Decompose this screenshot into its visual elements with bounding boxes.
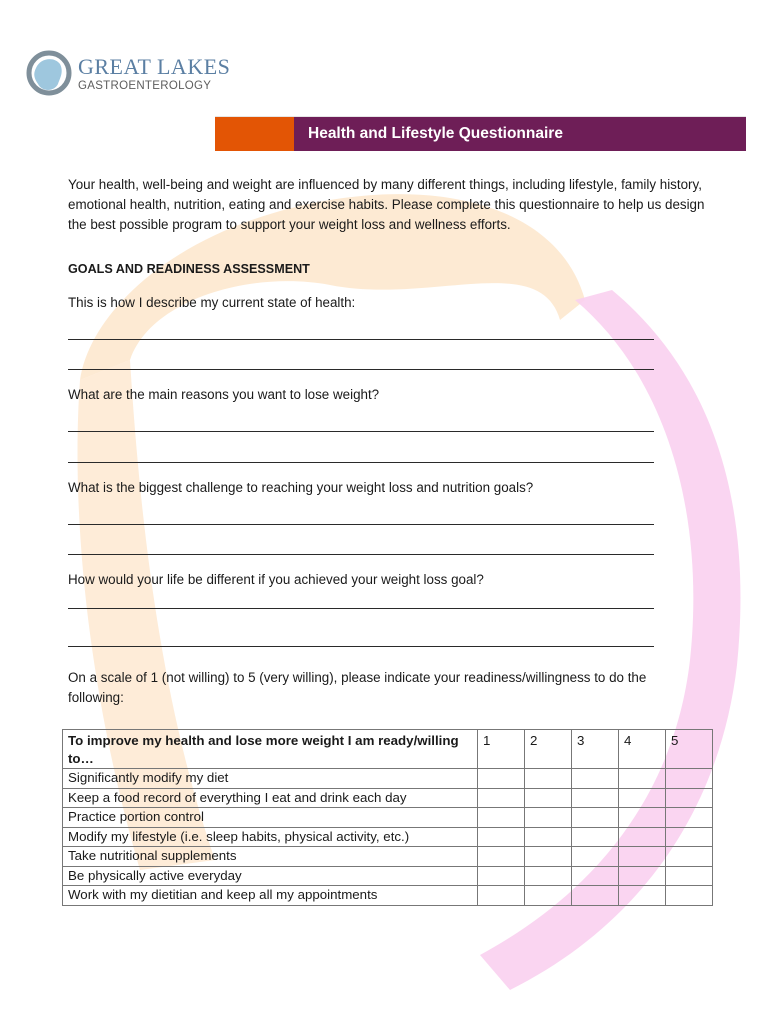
logo-emblem-icon bbox=[24, 48, 74, 98]
row-statement: Keep a food record of everything I eat and drink each day bbox=[63, 788, 478, 808]
row-statement: Take nutritional supplements bbox=[63, 847, 478, 867]
question-current-health: This is how I describe my current state of health: bbox=[68, 295, 356, 310]
answer-line[interactable] bbox=[68, 554, 654, 555]
table-header-row bbox=[63, 730, 713, 769]
rating-cell-4[interactable] bbox=[619, 866, 666, 886]
answer-line[interactable] bbox=[68, 431, 654, 432]
answer-line[interactable] bbox=[68, 646, 654, 647]
answer-line[interactable] bbox=[68, 339, 654, 340]
rating-cell-3[interactable] bbox=[572, 769, 619, 789]
rating-cell-5[interactable] bbox=[666, 788, 713, 808]
question-biggest-challenge: What is the biggest challenge to reaching your weight loss and nutrition goals? bbox=[68, 480, 534, 495]
page-title: Health and Lifestyle Questionnaire bbox=[294, 117, 746, 151]
scale-header-2: 2 bbox=[525, 730, 572, 769]
rating-cell-4[interactable] bbox=[619, 808, 666, 828]
rating-cell-3[interactable] bbox=[572, 788, 619, 808]
rating-cell-3[interactable] bbox=[572, 886, 619, 906]
rating-cell-1[interactable] bbox=[478, 886, 525, 906]
rating-cell-5[interactable] bbox=[666, 827, 713, 847]
scale-header-4: 4 bbox=[619, 730, 666, 769]
table-header-statement: To improve my health and lose more weight I am ready/willing to… bbox=[63, 730, 478, 769]
table-row bbox=[63, 788, 713, 808]
question-life-different: How would your life be different if you achieved your weight loss goal? bbox=[68, 572, 484, 587]
rating-cell-2[interactable] bbox=[525, 866, 572, 886]
row-statement: Practice portion control bbox=[63, 808, 478, 828]
rating-cell-1[interactable] bbox=[478, 788, 525, 808]
rating-cell-5[interactable] bbox=[666, 769, 713, 789]
logo-text-great-lakes: GREAT LAKES bbox=[78, 54, 231, 79]
rating-cell-3[interactable] bbox=[572, 866, 619, 886]
answer-line[interactable] bbox=[68, 369, 654, 370]
rating-cell-2[interactable] bbox=[525, 886, 572, 906]
rating-cell-5[interactable] bbox=[666, 847, 713, 867]
rating-cell-2[interactable] bbox=[525, 827, 572, 847]
company-logo bbox=[24, 48, 231, 108]
answer-line[interactable] bbox=[68, 524, 654, 525]
rating-cell-4[interactable] bbox=[619, 769, 666, 789]
table-row bbox=[63, 866, 713, 886]
rating-cell-4[interactable] bbox=[619, 886, 666, 906]
rating-cell-1[interactable] bbox=[478, 866, 525, 886]
rating-cell-1[interactable] bbox=[478, 827, 525, 847]
rating-cell-3[interactable] bbox=[572, 847, 619, 867]
rating-cell-3[interactable] bbox=[572, 808, 619, 828]
table-row bbox=[63, 847, 713, 867]
logo-text-gastroenterology: GASTROENTEROLOGY bbox=[78, 80, 212, 92]
title-banner bbox=[215, 116, 746, 151]
rating-cell-3[interactable] bbox=[572, 827, 619, 847]
rating-cell-4[interactable] bbox=[619, 847, 666, 867]
table-row bbox=[63, 808, 713, 828]
title-banner-accent bbox=[215, 117, 294, 151]
scale-instructions: On a scale of 1 (not willing) to 5 (very willing), please indicate your readiness/willingness to do the following: bbox=[68, 670, 647, 705]
scale-header-3: 3 bbox=[572, 730, 619, 769]
intro-paragraph: Your health, well-being and weight are influenced by many different things, including lifestyle, family history, emotional health, nutrition, eating and exercise habits. Please complete this questionnaire to help us design the best possible program to support your weight loss and wellness efforts. bbox=[68, 177, 705, 232]
table-row bbox=[63, 827, 713, 847]
answer-line[interactable] bbox=[68, 462, 654, 463]
rating-cell-2[interactable] bbox=[525, 769, 572, 789]
rating-cell-2[interactable] bbox=[525, 808, 572, 828]
row-statement: Work with my dietitian and keep all my appointments bbox=[63, 886, 478, 906]
rating-cell-5[interactable] bbox=[666, 886, 713, 906]
row-statement: Significantly modify my diet bbox=[63, 769, 478, 789]
row-statement: Be physically active everyday bbox=[63, 866, 478, 886]
row-statement: Modify my lifestyle (i.e. sleep habits, physical activity, etc.) bbox=[63, 827, 478, 847]
answer-line[interactable] bbox=[68, 608, 654, 609]
table-row bbox=[63, 886, 713, 906]
section-heading: GOALS AND READINESS ASSESSMENT bbox=[68, 262, 310, 276]
rating-cell-1[interactable] bbox=[478, 769, 525, 789]
rating-cell-5[interactable] bbox=[666, 866, 713, 886]
rating-cell-1[interactable] bbox=[478, 808, 525, 828]
scale-header-5: 5 bbox=[666, 730, 713, 769]
readiness-table bbox=[62, 729, 713, 906]
rating-cell-2[interactable] bbox=[525, 788, 572, 808]
rating-cell-4[interactable] bbox=[619, 788, 666, 808]
rating-cell-1[interactable] bbox=[478, 847, 525, 867]
rating-cell-4[interactable] bbox=[619, 827, 666, 847]
rating-cell-5[interactable] bbox=[666, 808, 713, 828]
rating-cell-2[interactable] bbox=[525, 847, 572, 867]
scale-header-1: 1 bbox=[478, 730, 525, 769]
question-reasons: What are the main reasons you want to lose weight? bbox=[68, 387, 380, 402]
table-row bbox=[63, 769, 713, 789]
